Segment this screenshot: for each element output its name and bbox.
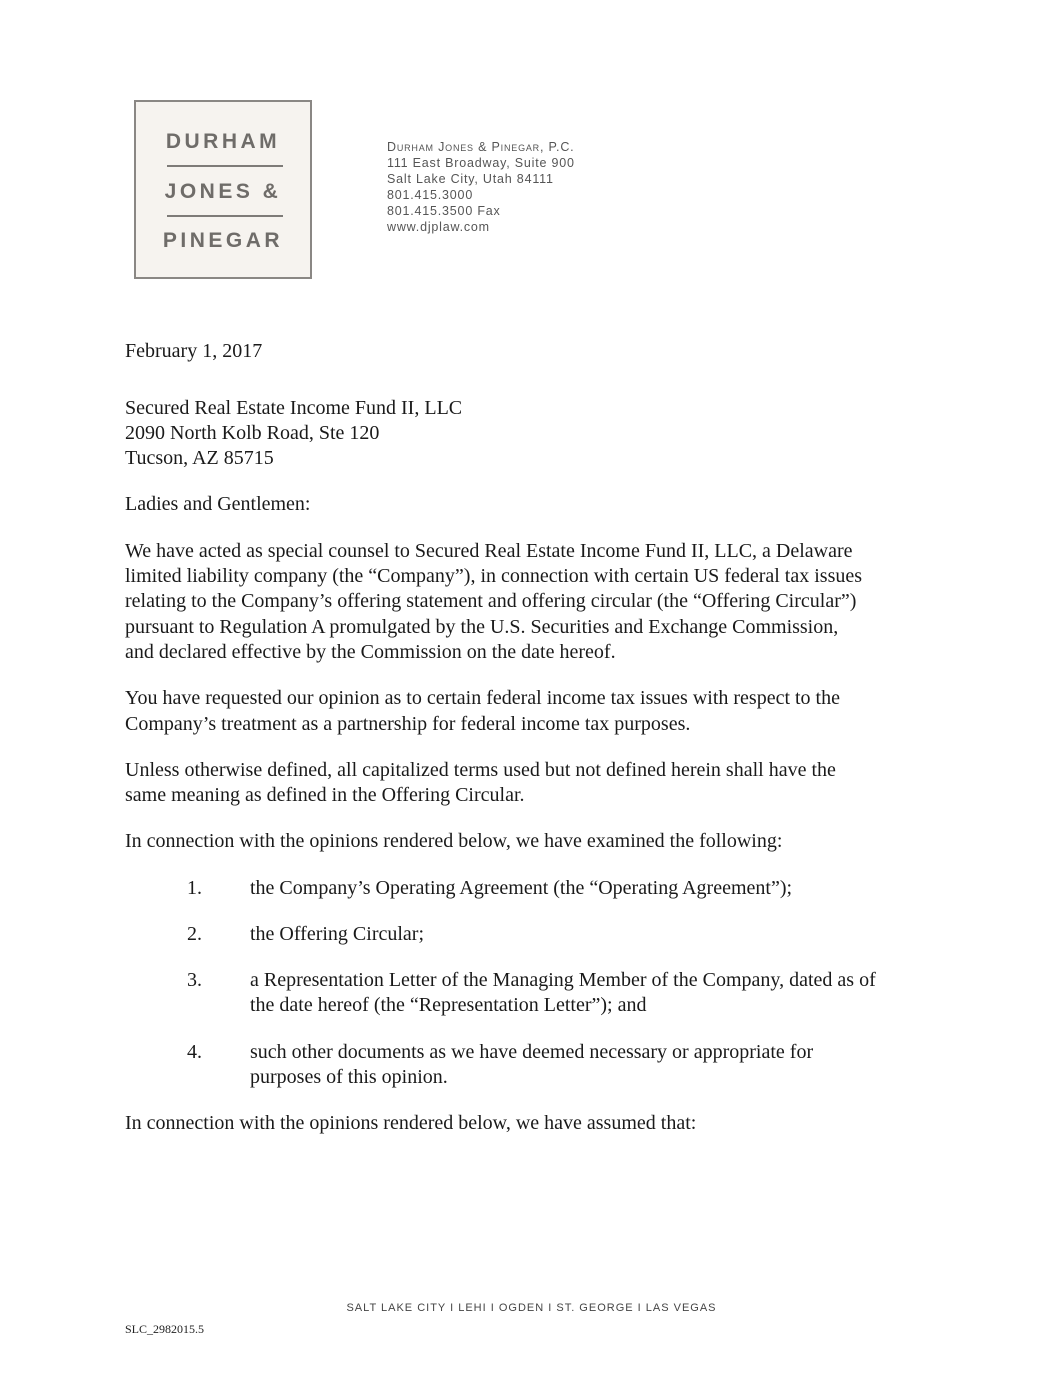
paragraph-5: In connection with the opinions rendered below, we have assumed that: (125, 1112, 697, 1134)
footer-office-locations: SALT LAKE CITY I LEHI I OGDEN I ST. GEORGE I LAS VEGAS (346, 1302, 717, 1314)
paragraph-3-line-1: Unless otherwise defined, all capitalized terms used but not defined herein shall have the (125, 759, 836, 781)
paragraph-1-line-5: and declared effective by the Commission on the date hereof. (125, 641, 616, 663)
paragraph-4: In connection with the opinions rendered below, we have examined the following: (125, 830, 783, 852)
list-item-3-line-2: the date hereof (the “Representation Letter”); and (250, 994, 647, 1016)
firm-name: Durham Jones & Pinegar, P.C. (387, 140, 575, 154)
salutation: Ladies and Gentlemen: (125, 493, 311, 515)
firm-logo (134, 100, 312, 279)
recipient-name: Secured Real Estate Income Fund II, LLC (125, 397, 463, 419)
paragraph-1-line-3: relating to the Company’s offering statement and offering circular (the “Offering Circular”) (125, 590, 857, 612)
list-item-4-line-1: such other documents as we have deemed necessary or appropriate for (250, 1041, 814, 1063)
logo-rule-top (167, 165, 283, 167)
recipient-street: 2090 North Kolb Road, Ste 120 (125, 422, 380, 444)
letterhead-address (387, 139, 575, 235)
firm-website: www.djplaw.com (387, 220, 490, 234)
paragraph-1-line-1: We have acted as special counsel to Secured Real Estate Income Fund II, LLC, a Delaware (125, 540, 853, 562)
paragraph-1-line-2: limited liability company (the “Company”), in connection with certain US federal tax issues (125, 565, 863, 587)
document-id: SLC_2982015.5 (125, 1322, 205, 1336)
paragraph-2-line-2: Company’s treatment as a partnership for federal income tax purposes. (125, 713, 691, 735)
list-item-1-number: 1. (187, 877, 202, 899)
paragraph-1-line-4: pursuant to Regulation A promulgated by the U.S. Securities and Exchange Commission, (125, 616, 839, 638)
logo-word-durham: DURHAM (165, 130, 281, 153)
paragraph-2-line-1: You have requested our opinion as to certain federal income tax issues with respect to the (125, 687, 840, 709)
list-item-2-line-1: the Offering Circular; (250, 923, 425, 945)
firm-address-line2: Salt Lake City, Utah 84111 (387, 172, 554, 186)
firm-fax: 801.415.3500 Fax (387, 204, 501, 218)
logo-word-pinegar: PINEGAR (162, 229, 284, 252)
logo-word-jones: JONES & (164, 180, 282, 203)
list-item-1-line-1: the Company’s Operating Agreement (the “Operating Agreement”); (250, 877, 793, 899)
list-item-2-number: 2. (187, 923, 202, 945)
letter-date: February 1, 2017 (125, 340, 263, 362)
firm-address-line1: 111 East Broadway, Suite 900 (387, 156, 575, 170)
list-item-3-number: 3. (187, 969, 202, 991)
firm-phone: 801.415.3000 (387, 188, 474, 202)
list-item-4-number: 4. (187, 1041, 202, 1063)
list-item-3-line-1: a Representation Letter of the Managing Member of the Company, dated as of (250, 969, 876, 991)
paragraph-3-line-2: same meaning as defined in the Offering Circular. (125, 784, 525, 806)
logo-rule-bottom (167, 215, 283, 217)
recipient-city: Tucson, AZ 85715 (125, 447, 274, 469)
list-item-4-line-2: purposes of this opinion. (250, 1066, 448, 1088)
